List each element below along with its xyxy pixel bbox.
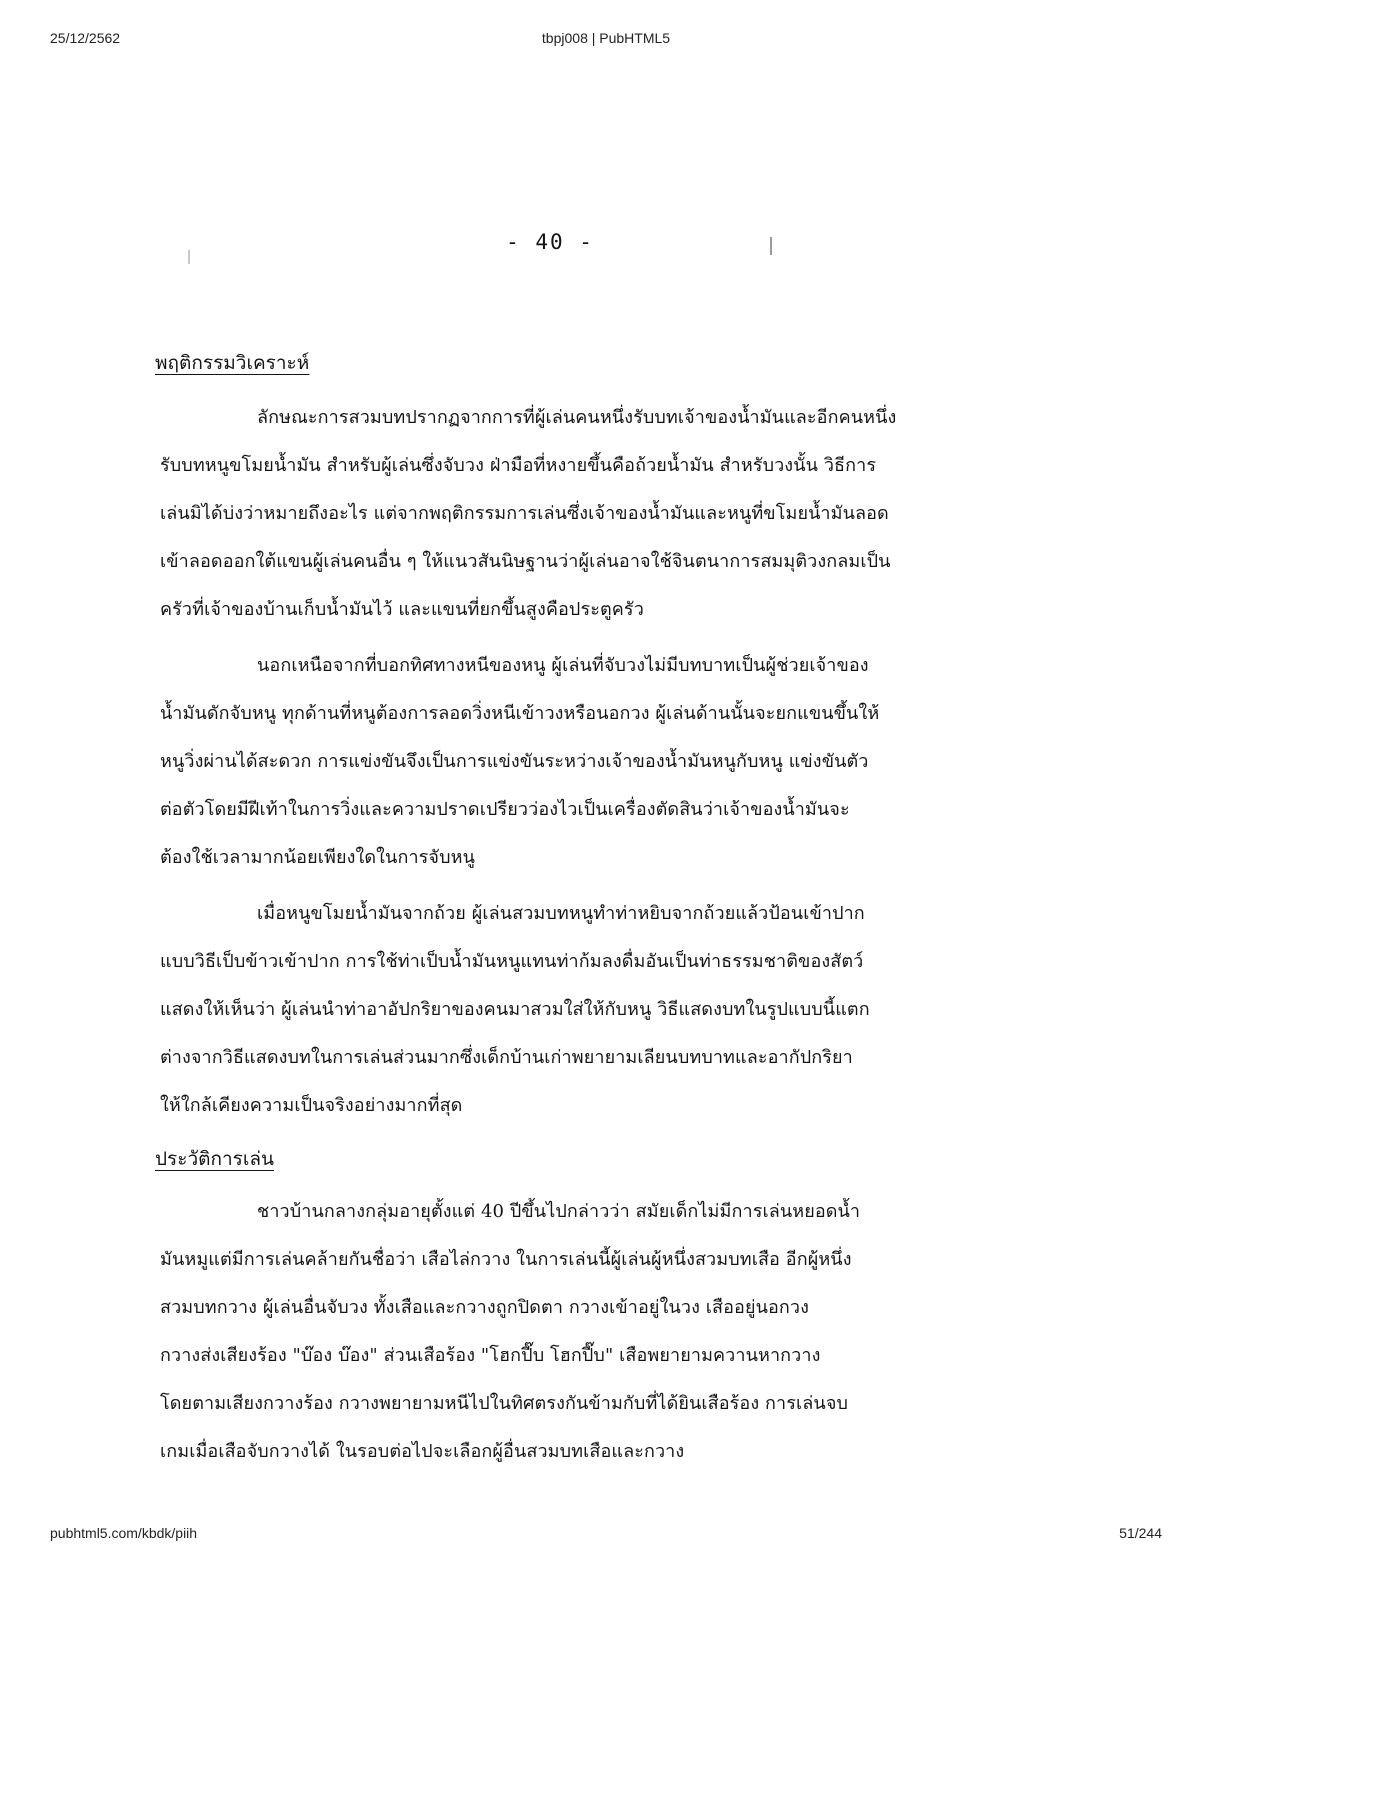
paragraph-line: โดยตามเสียงกวางร้อง กวางพยายามหนีไปในทิศตรงกันข้ามกับที่ได้ยินเสือร้อง การเล่นจบ xyxy=(160,1393,848,1414)
section-heading-play-history: ประวัติการเล่น xyxy=(155,1148,274,1170)
paragraph-line: น้ำมันดักจับหนู ทุกด้านที่หนูต้องการลอดวิ่งหนีเข้าวงหรือนอกวง ผู้เล่นด้านนั้นจะยกแขนขึ้นให้ xyxy=(160,703,880,724)
paragraph-line: แสดงให้เห็นว่า ผู้เล่นนำท่าอาอัปกริยาของคนมาสวมใส่ให้กับหนู วิธีแสดงบทในรูปแบบนี้แตก xyxy=(160,999,870,1020)
browser-print-header xyxy=(50,30,1162,50)
paragraph-line: เข้าลอดออกใต้แขนผู้เล่นคนอื่น ๆ ให้แนวสันนิษฐานว่าผู้เล่นอาจใช้จินตนาการสมมุติวงกลมเป็น xyxy=(160,551,891,572)
paragraph-line: ชาวบ้านกลางกลุ่มอายุตั้งแต่ 40 ปีขึ้นไปกล่าวว่า สมัยเด็กไม่มีการเล่นหยอดน้ำ xyxy=(257,1201,861,1222)
scan-speck xyxy=(188,250,190,264)
print-page-title: tbpj008 | PubHTML5 xyxy=(541,30,671,46)
paragraph-line: ต้องใช้เวลามากน้อยเพียงใดในการจับหนู xyxy=(160,847,475,868)
browser-print-footer xyxy=(50,1525,1162,1545)
paragraph-line: นอกเหนือจากที่บอกทิศทางหนีของหนู ผู้เล่นที่จับวงไม่มีบทบาทเป็นผู้ช่วยเจ้าของ xyxy=(257,655,869,676)
paragraph-line: หนูวิ่งผ่านได้สะดวก การแข่งขันจึงเป็นการแข่งขันระหว่างเจ้าของน้ำมันหนูกับหนู แข่งขันตัว xyxy=(160,751,869,772)
paragraph-line: ครัวที่เจ้าของบ้านเก็บน้ำมันไว้ และแขนที่ยกขึ้นสูงคือประตูครัว xyxy=(160,599,644,620)
paragraph-line: ลักษณะการสวมบทปรากฏจากการที่ผู้เล่นคนหนึ่งรับบทเจ้าของน้ำมันและอีกคนหนึ่ง xyxy=(257,407,897,428)
print-url: pubhtml5.com/kbdk/piih xyxy=(50,1525,198,1541)
print-date: 25/12/2562 xyxy=(50,30,121,46)
paragraph-line: เกมเมื่อเสือจับกวางได้ ในรอบต่อไปจะเลือกผู้อื่นสวมบทเสือและกวาง xyxy=(160,1441,685,1462)
paragraph-line: รับบทหนูขโมยน้ำมัน สำหรับผู้เล่นซึ่งจับวง ฝ่ามือที่หงายขึ้นคือถ้วยน้ำมัน สำหรับวงนั้น วิธีการ xyxy=(160,455,877,476)
paragraph-line: มันหมูแต่มีการเล่นคล้ายกันชื่อว่า เสือไล่กวาง ในการเล่นนี้ผู้เล่นผู้หนึ่งสวมบทเสือ อีกผู้หนึ่ง xyxy=(160,1249,852,1270)
paragraph-line: ต่างจากวิธีแสดงบทในการเล่นส่วนมากซึ่งเด็กบ้านเก่าพยายามเลียนบทบาทและอากัปกริยา xyxy=(160,1047,853,1068)
paragraph-line: ต่อตัวโดยมีฝีเท้าในการวิ่งและความปราดเปรียวว่องไวเป็นเครื่องตัดสินว่าเจ้าของน้ำมันจะ xyxy=(160,799,850,820)
section-heading-behavior-analysis: พฤติกรรมวิเคราะห์ xyxy=(155,352,310,374)
print-page-indicator: 51/244 xyxy=(1119,1525,1162,1541)
paragraph-line: ให้ใกล้เคียงความเป็นจริงอย่างมากที่สุด xyxy=(160,1095,463,1116)
paragraph-line: เมื่อหนูขโมยน้ำมันจากถ้วย ผู้เล่นสวมบทหนูทำท่าหยิบจากถ้วยแล้วป้อนเข้าปาก xyxy=(257,903,865,924)
paragraph-line: สวมบทกวาง ผู้เล่นอื่นจับวง ทั้งเสือและกวางถูกปิดตา กวางเข้าอยู่ในวง เสืออยู่นอกวง xyxy=(160,1297,810,1318)
page-number: - 40 - xyxy=(506,230,594,254)
scan-speck xyxy=(770,237,772,255)
paragraph-line: กวางส่งเสียงร้อง "บ๊อง บ๊อง" ส่วนเสือร้อง "โฮกปี๊บ โฮกปี๊บ" เสือพยายามควานหากวาง xyxy=(160,1345,821,1366)
paragraph-line: แบบวิธีเป็บข้าวเข้าปาก การใช้ท่าเป็บน้ำมันหนูแทนท่าก้มลงดื่มอันเป็นท่าธรรมชาติของสัตว์ xyxy=(160,951,864,972)
paragraph-line: เล่นมิได้บ่งว่าหมายถึงอะไร แต่จากพฤติกรรมการเล่นซึ่งเจ้าของน้ำมันและหนูที่ขโมยน้ำมันลอด xyxy=(160,503,889,524)
